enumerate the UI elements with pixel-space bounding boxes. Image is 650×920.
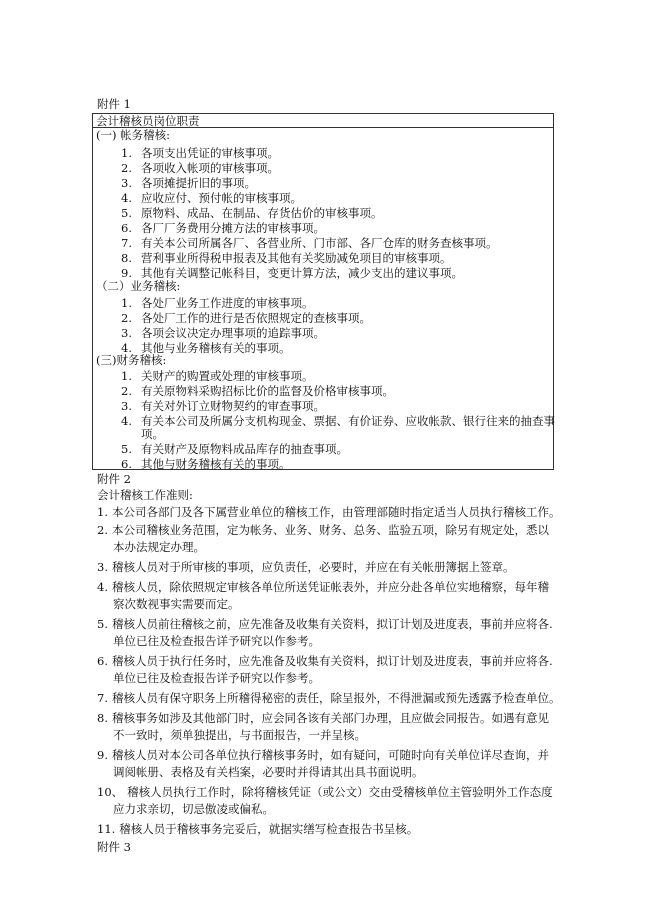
list-item: [121, 146, 279, 160]
list-item: [121, 414, 555, 428]
item-text: 原物料、成品、在制品、存货估价的审核事项。: [141, 206, 383, 220]
item-number: 2.: [121, 161, 132, 175]
rule-number: 7.: [97, 691, 108, 705]
rule-text: 稽核人员，除依照规定审核各单位所送凭证帐表外，并应分赴各单位实地稽察，每年稽: [111, 580, 549, 594]
rule-text: 稽核人员前往稽核之前，应先准备及收集有关资料，拟订计划及进度表，事前并应将各.: [111, 617, 553, 631]
rule-number: 10、: [97, 785, 124, 799]
item-text: 各项收入帐项的审核事项。: [141, 161, 279, 175]
item-text: 有关财产及原物料成品库存的抽查事项。: [141, 442, 348, 456]
item-number: 4.: [121, 341, 132, 355]
rule-text: 稽核人员执行工作时，除将稽核凭证（或公文）交由受稽核单位主管验明外工作态度: [127, 785, 553, 799]
item-text: 各项会议决定办理事项的追踪事项。: [141, 326, 325, 340]
rule-item: [97, 617, 553, 631]
rule-item: [97, 654, 553, 668]
item-text: 各项摊提折旧的事项。: [141, 176, 256, 190]
rule-text-continuation: 察次数视事实需要而定。: [113, 597, 240, 611]
item-number: 8.: [121, 251, 132, 265]
item-text: 应收应付、预付帐的审核事项。: [141, 191, 302, 205]
rule-text: 稽核人员对于所审核的事项，应负责任，必要时，并应在有关帐册簿据上签章。: [111, 560, 515, 574]
rule-text: 稽核人员于执行任务时，应先准备及收集有关资料，拟订计划及进度表，事前并应将各.: [111, 654, 553, 668]
rule-number: 4.: [97, 580, 108, 594]
list-item: [121, 161, 279, 175]
rule-item: [97, 505, 560, 519]
item-text-continuation: 项。: [141, 427, 164, 441]
section-heading-business: （二）业务稽核:: [96, 279, 181, 293]
item-text: 其他有关调整记帐科目，变更计算方法，减少支出的建议事项。: [141, 266, 463, 280]
rule-number: 1.: [97, 505, 108, 519]
list-item: [121, 206, 383, 220]
rule-text-continuation: 单位已往及检查报告详予研究以作参考。: [113, 634, 320, 648]
list-item: [121, 369, 314, 383]
item-text: 有关原物料采购招标比价的监督及价格审核事项。: [141, 384, 394, 398]
item-number: 3.: [121, 326, 132, 340]
rule-number: 6.: [97, 654, 108, 668]
rule-text: 稽核人员有保守职务上所稽得秘密的责任，除呈报外，不得泄漏或预先透露予检查单位。: [111, 691, 561, 705]
item-number: 3.: [121, 176, 132, 190]
rule-item: [97, 711, 549, 725]
item-number: 9.: [121, 266, 132, 280]
item-text: 营利事业所得税申报表及其他有关奖励减免项目的审核事项。: [141, 251, 452, 265]
list-item: [121, 191, 302, 205]
rule-item: [97, 822, 418, 836]
list-item: [121, 251, 452, 265]
item-text: 各厂厂务费用分摊方法的审核事项。: [141, 221, 325, 235]
list-item: [121, 384, 394, 398]
rules-title: 会计稽核工作准则:: [97, 488, 193, 502]
attachment-1-label: 附件 1: [97, 97, 131, 111]
list-item: [121, 266, 463, 280]
rule-number: 11.: [97, 822, 116, 836]
rule-item: [97, 580, 549, 594]
rule-item: [97, 785, 553, 799]
rule-number: 8.: [97, 711, 108, 725]
item-number: 1.: [121, 146, 132, 160]
item-text: 关财产的购置或处理的审核事项。: [141, 369, 314, 383]
rule-item: [97, 560, 514, 574]
list-item: [121, 296, 314, 310]
rule-text: 本公司各部门及各下属营业单位的稽核工作，由管理部随时指定适当人员执行稽核工作。: [111, 505, 561, 519]
item-number: 4.: [121, 191, 132, 205]
item-number: 6.: [121, 221, 132, 235]
item-number: 7.: [121, 236, 132, 250]
rule-text-continuation: 不一致时，须单独提出，与书面报告，一并呈核。: [113, 728, 366, 742]
item-number: 2.: [121, 311, 132, 325]
item-text: 其他与业务稽核有关的事项。: [141, 341, 291, 355]
list-item: [121, 311, 371, 325]
list-item: [121, 326, 325, 340]
table-title: 会计稽核员岗位职责: [96, 114, 200, 128]
list-item: [121, 442, 348, 456]
attachment-3-label: 附件 3: [97, 840, 131, 854]
section-heading-accounts: (一) 帐务稽核:: [96, 128, 171, 142]
rule-item: [97, 748, 549, 762]
rule-text: 本公司稽核业务范围，定为帐务、业务、财务、总务、监验五项，除另有规定处，悉以: [111, 523, 549, 537]
rule-text-continuation: 调阅帐册、表格及有关档案，必要时并得请其出具书面说明。: [113, 765, 424, 779]
item-text: 各处厂工作的进行是否依照规定的查核事项。: [141, 311, 371, 325]
list-item: [121, 176, 256, 190]
rule-text: 稽核人员于稽核事务完妥后，就据实缮写检查报告书呈核。: [119, 822, 419, 836]
rule-number: 9.: [97, 748, 108, 762]
section-heading-finance: (三)财务稽核:: [96, 353, 167, 367]
item-text: 有关本公司及所属分支机构现金、票据、有价证券、应收帐款、银行往来的抽查事: [141, 414, 555, 428]
item-number: 5.: [121, 206, 132, 220]
rule-text-continuation: 应力求亲切，切忌傲凌或偏私。: [113, 802, 274, 816]
item-number: 1.: [121, 296, 132, 310]
list-item: [121, 457, 291, 471]
list-item: [121, 399, 325, 413]
item-number: 3.: [121, 399, 132, 413]
list-item: [121, 221, 325, 235]
rule-number: 3.: [97, 560, 108, 574]
attachment-2-label: 附件 2: [97, 472, 131, 486]
rule-item: [97, 523, 549, 537]
item-number: 4.: [121, 414, 132, 428]
rule-text-continuation: 单位已往及检查报告详予研究以作参考。: [113, 671, 320, 685]
rule-text-continuation: 本办法规定办理。: [113, 540, 205, 554]
item-text: 其他与财务稽核有关的事项。: [141, 457, 291, 471]
item-text: 有关本公司所属各厂、各营业所、门市部、各厂仓库的财务查核事项。: [141, 236, 498, 250]
item-number: 5.: [121, 442, 132, 456]
rule-number: 5.: [97, 617, 108, 631]
rule-text: 稽核人员对本公司各单位执行稽核事务时，如有疑问，可随时向有关单位详尽查询，并: [111, 748, 549, 762]
list-item: [121, 236, 498, 250]
item-number: 1.: [121, 369, 132, 383]
rule-item: [97, 691, 560, 705]
item-number: 6.: [121, 457, 132, 471]
item-text: 各处厂业务工作进度的审核事项。: [141, 296, 314, 310]
item-text: 有关对外订立财物契约的审查事项。: [141, 399, 325, 413]
item-number: 2.: [121, 384, 132, 398]
rule-text: 稽核事务如涉及其他部门时，应会同各该有关部门办理，且应做会同报告。如遇有意见: [111, 711, 549, 725]
item-text: 各项支出凭证的审核事项。: [141, 146, 279, 160]
rule-number: 2.: [97, 523, 108, 537]
